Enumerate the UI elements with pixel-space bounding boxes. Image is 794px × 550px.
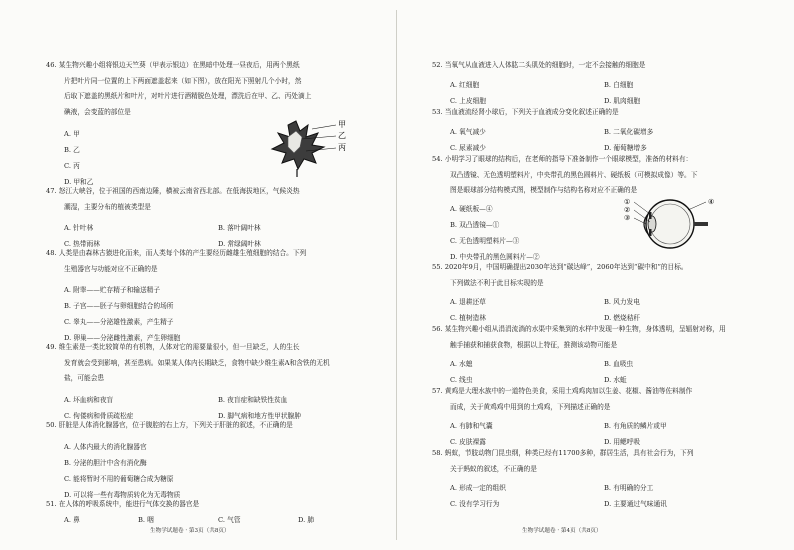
question-48-stem-line: 48. 人类是由森林古猿进化而来，而人类每个体的产生要经历雌雄生殖细胞的结合。下列	[46, 249, 307, 257]
option-d[interactable]: D. 水蚯	[604, 376, 627, 384]
option-b[interactable]: B. 夜盲症和缺铁性贫血	[218, 396, 288, 404]
eye-label-1: ①	[624, 198, 631, 206]
page-footer: 生物学试题卷 · 第3页（共8页）	[150, 528, 230, 534]
option-c[interactable]: C. 热带雨林	[64, 240, 100, 248]
option-b[interactable]: B. 乙	[64, 146, 80, 154]
option-a[interactable]: A. 甲	[64, 130, 80, 138]
question-46-stem-line: 片把叶片同一位置的上下两面遮盖起来（如下图），放在阳光下照射几个小时，然	[64, 76, 302, 85]
question-48	[46, 246, 391, 277]
option-a[interactable]: A. 鼻	[64, 516, 80, 524]
question-53	[432, 105, 787, 121]
option-d[interactable]: D. 常绿阔叶林	[218, 240, 261, 248]
question-46	[46, 58, 391, 120]
question-47-stem-line: 47. 怒江大峡谷，位于祖国的西南边陲，横被云南省西北部。在低海拔地区，气候炎热	[46, 187, 300, 195]
question-49	[46, 340, 391, 387]
question-47-stem-line: 潮湿，主要分布的植被类型是	[64, 202, 151, 211]
question-50	[46, 418, 391, 434]
question-48-stem-line: 生殖器官与功能对应不正确的是	[64, 264, 158, 273]
page-footer: 生物学试题卷 · 第4页（共8页）	[522, 528, 602, 534]
option-a[interactable]: A. 氧气减少	[450, 128, 486, 136]
question-57-stem-line: 而成，关于黄鸡鸡中用到的土鸡鸡，下列描述正确的是	[450, 402, 611, 411]
question-51	[46, 497, 391, 513]
eye-label-3: ③	[624, 214, 631, 222]
question-46-stem-line: 46. 某生物兴趣小组将银边天竺葵（甲表示银边）在黑暗中处理一昼夜后，用两个黑纸	[46, 61, 300, 69]
question-57	[432, 384, 787, 415]
option-a[interactable]: A. 水螅	[450, 360, 473, 368]
option-a[interactable]: A. 形成一定的组织	[450, 484, 506, 492]
option-d[interactable]: D. 中央带孔的黑色圆料片—②	[450, 253, 540, 261]
option-c[interactable]: C. 佝偻病和骨质疏松症	[64, 412, 134, 420]
question-58	[432, 446, 787, 477]
option-d[interactable]: D. 卵巢——分泌雌性激素，产生卵细胞	[64, 334, 181, 342]
option-c[interactable]: C. 植树造林	[450, 314, 486, 322]
leaf-label-yi: 乙	[338, 131, 346, 140]
leaf-diagram	[266, 117, 356, 179]
question-58-stem-line: 关于蚂蚁的叙述，不正确的是	[450, 464, 537, 473]
question-58-stem-line: 58. 蚂蚁，节肢动物门昆虫纲，种类已经有11700多种，群居生活，具有社会行为，下列	[432, 449, 694, 457]
option-d[interactable]: D. 甲和乙	[64, 178, 94, 186]
option-c[interactable]: C. 睾丸——分泌雄性激素，产生精子	[64, 318, 174, 326]
option-b[interactable]: B. 风力发电	[604, 298, 640, 306]
question-54-stem-line: 54. 小明学习了眼球的结构后，在老师的指导下准备制作一个眼球模型，准备的材料有：	[432, 155, 693, 163]
option-d[interactable]: D. 可以将一些有毒物质转化为无毒物质	[64, 491, 181, 499]
option-b[interactable]: B. 咽	[138, 516, 154, 524]
option-a[interactable]: A. 人体内最大的消化腺器官	[64, 443, 147, 451]
option-d[interactable]: D. 脚气病和地方性甲状腺肿	[218, 412, 301, 420]
question-47	[46, 184, 391, 215]
leaf-figure	[266, 117, 356, 183]
option-b[interactable]: B. 分泌的胆汁中含有消化酶	[64, 459, 147, 467]
option-d[interactable]: D. 用鳃呼吸	[604, 438, 641, 446]
option-b[interactable]: B. 双凸透镜—①	[450, 221, 500, 229]
eye-figure	[620, 192, 720, 258]
question-53-stem-line: 53. 当血液流经肾小球后，下列关于血液成分变化叙述正确的是	[432, 108, 619, 116]
question-56-stem-line: 触手捕获和捕获食物，根据以上特征，推测该动物可能是	[450, 340, 618, 349]
option-c[interactable]: C. 皮肤裸露	[450, 438, 486, 446]
eye-diagram	[620, 192, 720, 254]
option-a[interactable]: A. 退耕还草	[450, 298, 486, 306]
question-57-stem-line: 57. 黄鸡是大理水族中的一道特色美食，采用土鸡鸡肉加以生姜、花椒、酱油等佐料制作	[432, 387, 693, 395]
option-d[interactable]: D. 葡萄糖增多	[604, 144, 647, 152]
question-52	[432, 58, 787, 74]
option-c[interactable]: C. 气管	[218, 516, 241, 524]
question-54-stem-line: 图是眼球部分结构模式图，模型制作与结构名称对应不正确的是	[450, 186, 638, 194]
eye-label-2: ②	[624, 206, 631, 214]
option-a[interactable]: A. 附睾——贮存精子和输送精子	[64, 286, 161, 294]
question-55	[432, 260, 787, 291]
option-b[interactable]: B. 落叶阔叶林	[218, 224, 261, 232]
question-54	[432, 152, 787, 199]
option-c[interactable]: C. 没有学习行为	[450, 500, 500, 508]
option-b[interactable]: B. 二氧化碳增多	[604, 128, 654, 136]
option-d[interactable]: D. 主要通过气味通讯	[604, 500, 667, 508]
option-a[interactable]: A. 有肺和气囊	[450, 422, 493, 430]
question-54-stem-line: 双凸透镜、无色透明塑料片，中央带孔的黑色圆料片、硬纸板（可模拟成像）等。下	[450, 170, 698, 179]
option-d[interactable]: D. 燃烧秸秆	[604, 314, 641, 322]
option-b[interactable]: B. 血吸虫	[604, 360, 634, 368]
question-55-stem-line: 55. 2020年9月，中国明确提出2030年达到“碳达峰”，2060年达到“碳中和”的目标。	[432, 263, 688, 271]
option-b[interactable]: B. 子宫——胚子与卵细胞结合的场所	[64, 302, 174, 310]
question-46-stem-line: 碘液，会变蓝的部位是	[64, 107, 131, 116]
option-c[interactable]: C. 丙	[64, 162, 80, 170]
option-b[interactable]: B. 有角质的鳞片或甲	[604, 422, 667, 430]
option-d[interactable]: D. 肺	[298, 516, 315, 524]
question-52-stem-line: 52. 当氧气从血液进入人体肱二头肌处的细胞时，一定不会接触的细胞是	[432, 61, 646, 69]
question-56-stem-line: 56. 某生物兴趣小组从涓涓流淌的水渠中采集到的水样中发现一种生物，身体透明，呈辐射对称，用	[432, 325, 726, 333]
option-a[interactable]: A. 红细胞	[450, 81, 480, 89]
question-50-stem-line: 50. 肝脏是人体消化腺器官，位于腹腔的右上方，下列关于肝脏的叙述，不正确的是	[46, 421, 293, 429]
question-56	[432, 322, 787, 353]
question-49-stem-line: 发育就会受到影响，甚至患病。如果某人体内长期缺乏，食物中缺少维生素A和含铁的无机	[64, 358, 330, 367]
option-c[interactable]: C. 上皮细胞	[450, 97, 486, 105]
option-b[interactable]: B. 白细胞	[604, 81, 634, 89]
question-49-stem-line: 49. 维生素是一类比较简单的有机物，人体对它的需要量很小，但一旦缺乏，人的生长	[46, 343, 300, 351]
option-b[interactable]: B. 有明确的分工	[604, 484, 654, 492]
question-46-stem-line: 后取下遮盖的黑纸片和叶片，对叶片进行酒精脱色处理，漂洗后在甲、乙、丙处滴上	[64, 92, 312, 100]
leaf-label-jia: 甲	[338, 120, 346, 129]
option-a[interactable]: A. 针叶林	[64, 224, 94, 232]
option-c[interactable]: C. 无色透明塑料片—③	[450, 237, 520, 245]
option-c[interactable]: C. 能将暂时不用的葡萄糖合成为糖原	[64, 475, 174, 483]
option-a[interactable]: A. 坏血病和夜盲	[64, 396, 114, 404]
leaf-label-bing: 丙	[338, 143, 346, 152]
option-c[interactable]: C. 线虫	[450, 376, 473, 384]
option-c[interactable]: C. 尿素减少	[450, 144, 486, 152]
eye-label-4: ④	[708, 198, 715, 206]
option-d[interactable]: D. 肌肉细胞	[604, 97, 641, 105]
question-49-stem-line: 盐，可能会患	[64, 374, 105, 382]
question-55-stem-line: 下列做法不利于此目标实现的是	[450, 278, 544, 287]
option-a[interactable]: A. 硬纸板—④	[450, 205, 493, 213]
question-51-stem-line: 51. 在人体的呼吸系统中，能进行气体交换的器官是	[46, 500, 200, 508]
right-page	[397, 0, 794, 550]
